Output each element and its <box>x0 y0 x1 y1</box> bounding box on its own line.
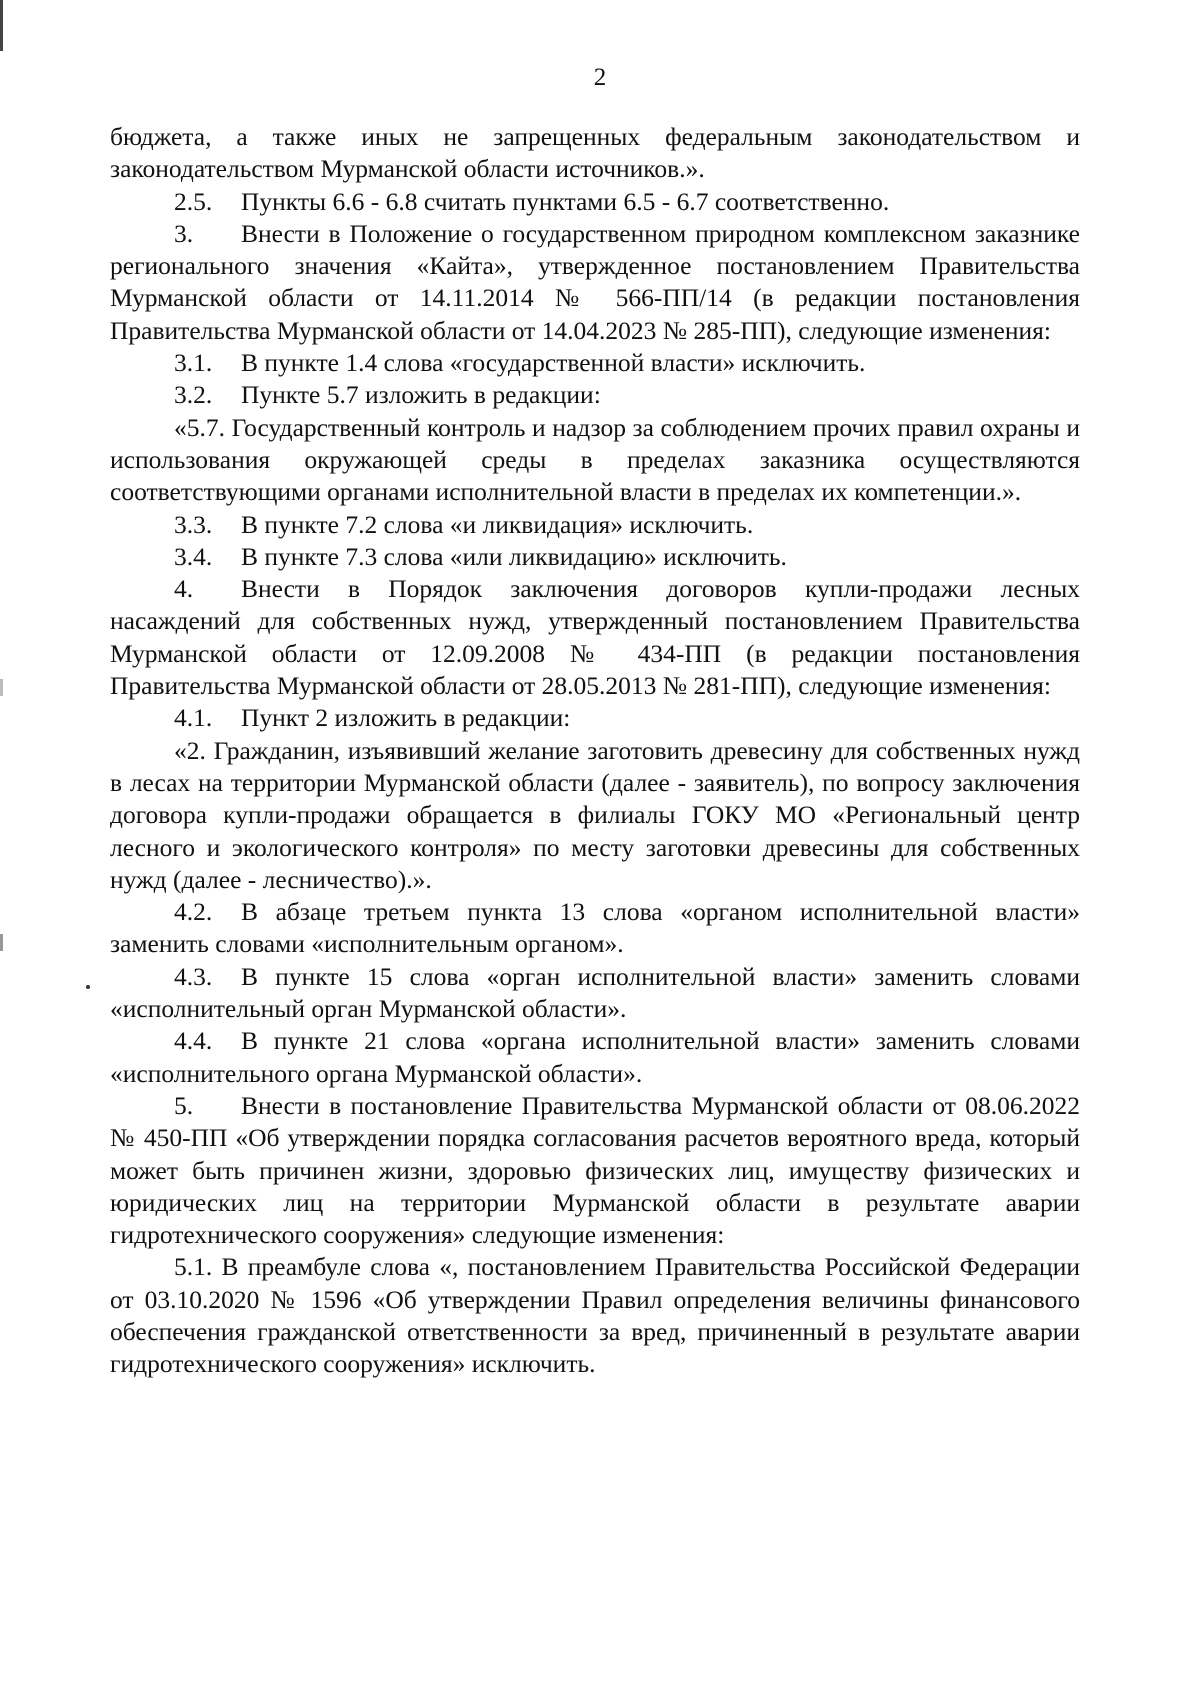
paragraph-4 <box>110 573 1080 702</box>
paragraph-4-3 <box>110 961 1080 1026</box>
paragraph-4-1 <box>110 702 1080 734</box>
paragraph-text: 5.1. В преамбуле слова «, постановлением Правительства Российской Федерации от 03.10.2020 № 1596 «Об утверждении Правил определения величины финансового обеспечения гражданской ответственности за вред, причиненный в результате аварии гидротехнического сооружения» исключить. <box>110 1252 1080 1379</box>
paragraph-number: 3.4. <box>174 541 213 571</box>
paragraph-number: 3.3. <box>174 509 213 539</box>
quoted-paragraph-2 <box>110 735 1080 896</box>
paragraph-text: В абзаце третьем пункта 13 слова «органом исполнительной власти» заменить словами «исполнительным органом». <box>110 897 1080 959</box>
paragraph-text: Внести в Порядок заключения договоров купли-продажи лесных насаждений для собственных нужд, утвержденный постановлением Правительства Мурманской области от 12.09.2008 № 434-ПП (в редакции постановления Правительства Мурманской области от 28.05.2013 № 281-ПП), следующие изменения: <box>110 574 1080 701</box>
paragraph-3 <box>110 218 1080 347</box>
paragraph-2-5 <box>110 186 1080 218</box>
quoted-paragraph-5-7 <box>110 412 1080 509</box>
paragraph-3-2 <box>110 379 1080 411</box>
paragraph-number: 3.2. <box>174 380 213 410</box>
paragraph-number: 4.4. <box>174 1026 213 1056</box>
paragraph-text: «2. Гражданин, изъявивший желание заготовить древесину для собственных нужд в лесах на территории Мурманской области (далее - заявитель), по вопросу заключения договора купли-продажи обращается в филиалы ГОКУ МО «Региональный центр лесного и экологического контроля» по месту заготовки древесины для собственных нужд (далее - лесничество).». <box>110 735 1080 894</box>
paragraph-number: 3. <box>174 218 194 248</box>
paragraph-text: Пункте 5.7 изложить в редакции: <box>241 380 601 410</box>
paragraph-number: 4.2. <box>174 897 213 927</box>
paragraph-continuation <box>110 121 1080 186</box>
paragraph-3-3 <box>110 509 1080 541</box>
paragraph-text: Внести в Положение о государственном природном комплексном заказнике регионального значения «Кайта», утвержденное постановлением Правительства Мурманской области от 14.11.2014 № 566-ПП/14 (в редакции постановления Правительства Мурманской области от 14.04.2023 № 285-ПП), следующие изменения: <box>110 218 1080 345</box>
paragraph-text: «5.7. Государственный контроль и надзор за соблюдением прочих правил охраны и использования окружающей среды в пределах заказника осуществляются соответствующими органами исполнительной власти в пределах их компетенции.». <box>110 412 1080 507</box>
margin-mark <box>86 985 90 989</box>
paragraph-text: Пункты 6.6 - 6.8 считать пунктами 6.5 - 6.7 соответственно. <box>241 186 890 216</box>
paragraph-number: 4.3. <box>174 961 213 991</box>
page-number: 2 <box>593 64 607 91</box>
paragraph-text: В пункте 15 слова «орган исполнительной власти» заменить словами «исполнительный орган Мурманской области». <box>110 961 1080 1024</box>
paragraph-5 <box>110 1090 1080 1251</box>
paragraph-5-1 <box>110 1251 1080 1380</box>
paragraph-4-2 <box>110 896 1080 961</box>
paragraph-text: В пункте 7.3 слова «или ликвидацию» исключить. <box>241 541 787 571</box>
paragraph-number: 4.1. <box>174 703 213 733</box>
paragraph-number: 5. <box>174 1090 194 1120</box>
paragraph-text: Пункт 2 изложить в редакции: <box>241 703 571 733</box>
paragraph-number: 4. <box>174 574 194 604</box>
scan-edge-artifact <box>0 0 3 1698</box>
paragraph-text: В пункте 7.2 слова «и ликвидация» исключить. <box>241 509 754 539</box>
paragraph-text: бюджета, а также иных не запрещенных федеральным законодательством и законодательством Мурманской области источников.». <box>110 122 1080 184</box>
paragraph-number: 3.1. <box>174 348 213 378</box>
paragraph-3-1 <box>110 347 1080 379</box>
paragraph-text: Внести в постановление Правительства Мурманской области от 08.06.2022 № 450-ПП «Об утверждении порядка согласования расчетов вероятного вреда, который может быть причинен жизни, здоровью физических лиц, имуществу физических и юридических лиц на территории Мурманской области в результате аварии гидротехнического сооружения» следующие изменения: <box>110 1090 1080 1250</box>
paragraph-number: 2.5. <box>174 186 213 216</box>
paragraph-text: В пункте 1.4 слова «государственной власти» исключить. <box>241 348 866 378</box>
paragraph-3-4 <box>110 541 1080 573</box>
paragraph-text: В пункте 21 слова «органа исполнительной власти» заменить словами «исполнительного органа Мурманской области». <box>110 1026 1080 1088</box>
document-body <box>110 121 1080 1381</box>
paragraph-4-4 <box>110 1025 1080 1090</box>
